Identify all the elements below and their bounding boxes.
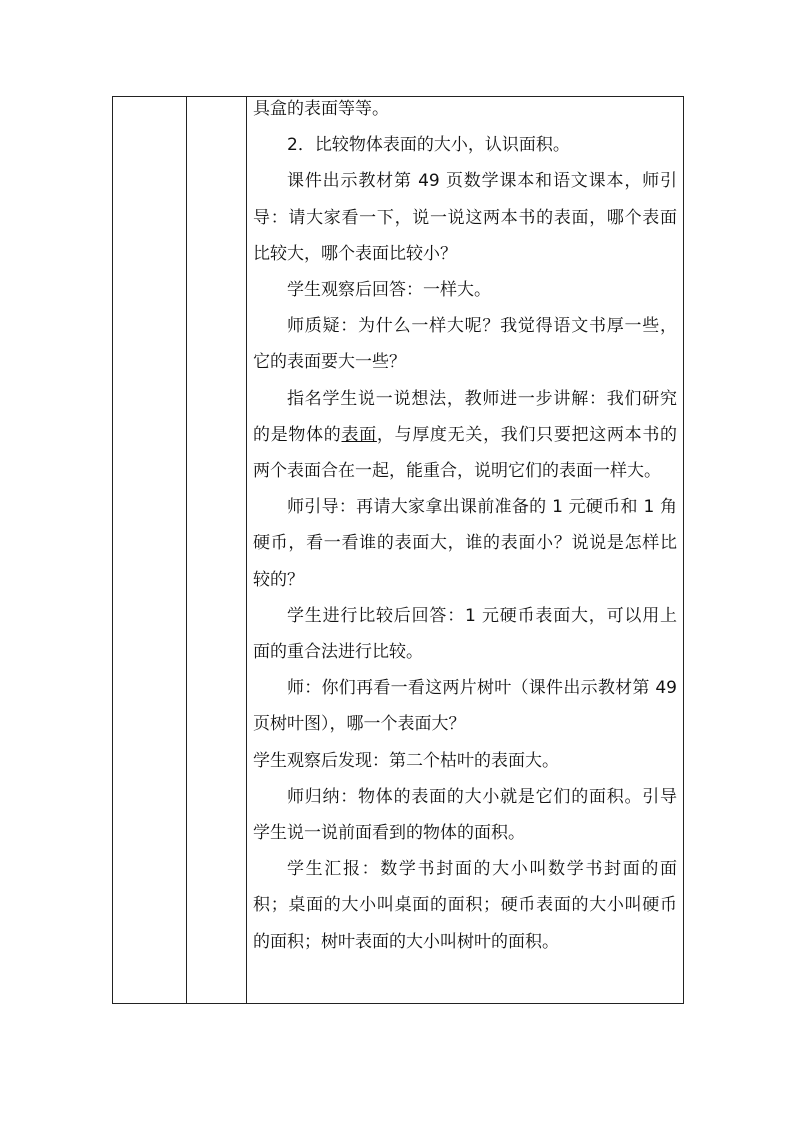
explanation-text-before: 指名学生说一说想法，教师进一步讲解：我们研究的是物体的 [253,388,677,445]
paragraph-student-report: 学生汇报：数学书封面的大小叫数学书封面的面积；桌面的大小叫桌面的面积；硬币表面的大小叫硬币的面积；树叶表面的大小叫树叶的面积。 [253,859,677,952]
paragraph-leaf-prompt: 师：你们再看一看这两片树叶（课件出示教材第 49 页树叶图），哪一个表面大？ [253,678,677,735]
paragraph-continuation: 具盒的表面等等。 [253,99,389,119]
paragraph-section-heading: 2．比较物体表面的大小，认识面积。 [287,135,570,156]
lesson-content-cell [247,97,683,1003]
paragraph-leaf-answer: 学生观察后发现：第二个枯叶的表面大。 [253,750,559,771]
table-column-1-empty [113,97,186,1003]
explanation-text-after: ，与厚度无关，我们只要把这两本书的两个表面合在一起，能重合，说明它们的表面一样大。 [253,424,678,482]
lesson-table [112,96,684,1004]
paragraph-teacher-question: 师质疑：为什么一样大呢？我觉得语文书厚一些，它的表面要大一些？ [253,316,677,373]
paragraph-student-answer: 学生观察后回答：一样大。 [287,280,491,301]
paragraph-courseware-intro: 课件出示教材第 49 页数学课本和语文课本，师引导：请大家看一下，说一说这两本书的表面，哪个表面比较大，哪个表面比较小？ [253,171,677,264]
paragraph-coin-prompt: 师引导：再请大家拿出课前准备的 1 元硬币和 1 角硬币，看一看谁的表面大，谁的表面小？说说是怎样比较的？ [253,497,677,590]
explanation-underlined-term: 表面 [341,424,377,445]
paragraph-coin-answer: 学生进行比较后回答：1 元硬币表面大，可以用上面的重合法进行比较。 [253,605,677,663]
paragraph-teacher-explanation [253,381,677,490]
paragraph-teacher-summary: 师归纳：物体的表面的大小就是它们的面积。引导学生说一说前面看到的物体的面积。 [253,786,677,844]
table-column-2-empty [187,97,246,1003]
